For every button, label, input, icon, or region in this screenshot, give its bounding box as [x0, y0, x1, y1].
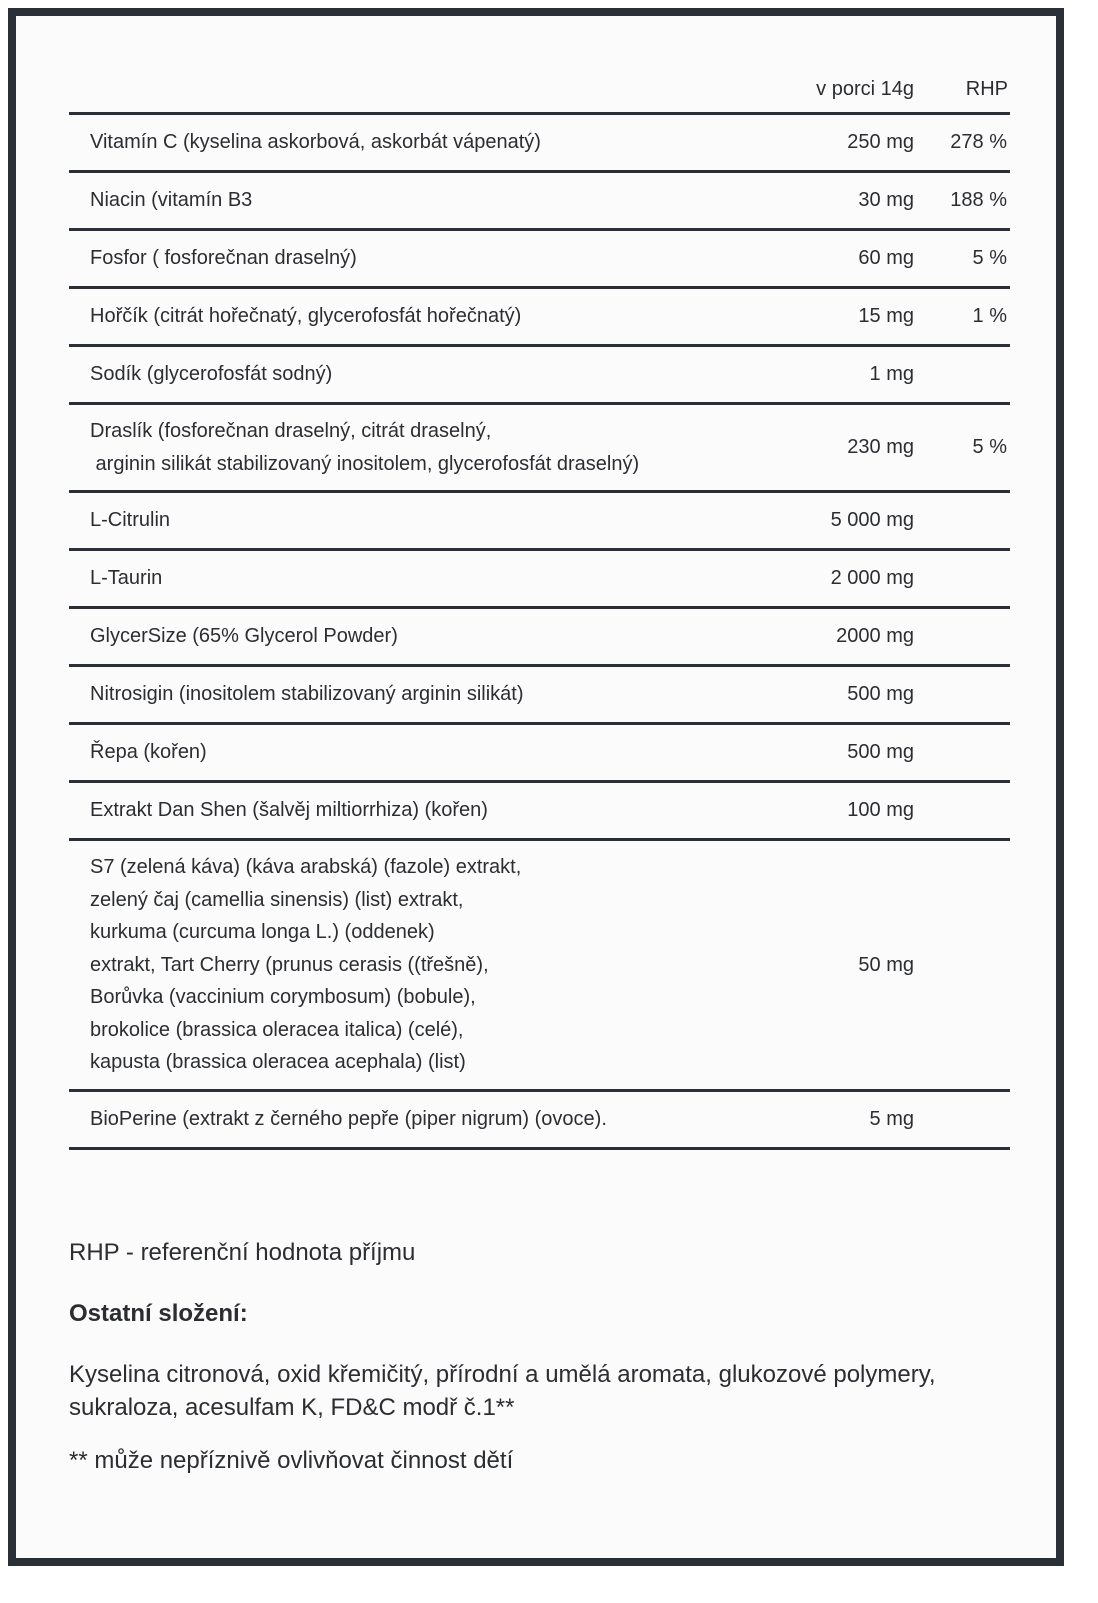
ingredient-name	[69, 492, 784, 550]
warning-note: ** může nepříznivě ovlivňovat činnost dětí	[69, 1446, 514, 1474]
other-ingredients-text	[69, 1358, 1010, 1424]
ingredient-amount: 100 mg	[784, 782, 914, 840]
ingredient-amount: 230 mg	[784, 404, 914, 492]
table-row	[69, 724, 1010, 782]
ingredient-name	[69, 840, 784, 1091]
rhp-note: RHP - referenční hodnota příjmu	[69, 1238, 416, 1266]
ingredient-rhp: 1 %	[914, 288, 1010, 346]
ingredient-name	[69, 608, 784, 666]
ingredient-name-line: Draslík (fosforečnan draselný, citrát draselný,	[90, 420, 492, 442]
ingredient-amount: 5 000 mg	[784, 492, 914, 550]
ingredient-rhp: 5 %	[914, 404, 1010, 492]
ingredient-amount: 60 mg	[784, 230, 914, 288]
table-row	[69, 114, 1010, 172]
ingredient-rhp: 5 %	[914, 230, 1010, 288]
ingredient-amount: 1 mg	[784, 346, 914, 404]
ingredient-name-line: Vitamín C (kyselina askorbová, askorbát vápenatý)	[90, 131, 541, 154]
ingredient-name-line: L-Citrulin	[90, 509, 171, 532]
ingredient-rhp	[914, 492, 1010, 550]
ingredient-rhp: 188 %	[914, 172, 1010, 230]
table-row	[69, 1090, 1010, 1148]
header-rhp: RHP	[914, 66, 1010, 114]
ingredient-name-line: S7 (zelená káva) (káva arabská) (fazole) extrakt,	[90, 856, 522, 878]
table-row	[69, 666, 1010, 724]
ingredient-amount: 250 mg	[784, 114, 914, 172]
table-header-row	[69, 66, 1010, 114]
table-row	[69, 782, 1010, 840]
ingredient-name-line: brokolice (brassica oleracea italica) (celé),	[90, 1018, 464, 1041]
ingredient-amount: 50 mg	[784, 840, 914, 1091]
other-ingredients-title: Ostatní složení:	[69, 1299, 248, 1327]
ingredient-rhp	[914, 1090, 1010, 1148]
ingredient-name	[69, 1090, 784, 1148]
ingredient-name	[69, 114, 784, 172]
ingredient-name	[69, 724, 784, 782]
ingredient-name-line: Sodík (glycerofosfát sodný)	[90, 363, 333, 386]
ingredient-rhp	[914, 724, 1010, 782]
ingredient-name-line: L-Taurin	[90, 567, 163, 590]
table-row	[69, 840, 1010, 1091]
notes-section	[69, 1236, 1010, 1477]
table-row	[69, 404, 1010, 492]
ingredient-name-line: Borůvka (vaccinium corymbosum) (bobule),	[90, 986, 476, 1008]
ingredient-name	[69, 550, 784, 608]
ingredient-name-line: Hořčík (citrát hořečnatý, glycerofosfát hořečnatý)	[90, 305, 522, 328]
ingredient-rhp	[914, 840, 1010, 1091]
header-amount: v porci 14g	[784, 66, 914, 114]
ingredient-name	[69, 404, 784, 492]
ingredient-amount: 15 mg	[784, 288, 914, 346]
table-row	[69, 492, 1010, 550]
ingredient-name-line: Niacin (vitamín B3	[90, 189, 253, 212]
nutrition-table	[69, 66, 1010, 1150]
header-name	[69, 66, 784, 114]
other-ingredients-line: Kyselina citronová, oxid křemičitý, přírodní a umělá aromata, glukozové polymery,	[69, 1360, 936, 1388]
ingredient-rhp	[914, 666, 1010, 724]
ingredient-amount: 2 000 mg	[784, 550, 914, 608]
ingredient-name-line: kapusta (brassica oleracea acephala) (list)	[90, 1051, 466, 1073]
table-row	[69, 608, 1010, 666]
ingredient-name-line: BioPerine (extrakt z černého pepře (piper nigrum) (ovoce).	[90, 1107, 607, 1130]
table-row	[69, 230, 1010, 288]
ingredient-name	[69, 666, 784, 724]
table-body	[69, 114, 1010, 1149]
ingredient-rhp: 278 %	[914, 114, 1010, 172]
ingredient-amount: 2000 mg	[784, 608, 914, 666]
ingredient-name-line: Nitrosigin (inositolem stabilizovaný arginin silikát)	[90, 683, 524, 706]
ingredient-name	[69, 346, 784, 404]
ingredient-rhp	[914, 346, 1010, 404]
ingredient-name-line: extrakt, Tart Cherry (prunus cerasis ((třešně),	[90, 953, 489, 976]
document-frame	[8, 8, 1064, 1566]
table-row	[69, 288, 1010, 346]
ingredient-name-line: kurkuma (curcuma longa L.) (oddenek)	[90, 921, 435, 943]
table-row	[69, 550, 1010, 608]
ingredient-name	[69, 172, 784, 230]
ingredient-name-line: Fosfor ( fosforečnan draselný)	[90, 247, 357, 270]
table-row	[69, 172, 1010, 230]
ingredient-amount: 500 mg	[784, 666, 914, 724]
document-content	[69, 16, 1010, 1477]
ingredient-name-line: Řepa (kořen)	[90, 741, 207, 764]
ingredient-name-line: zelený čaj (camellia sinensis) (list) extrakt,	[90, 888, 464, 911]
ingredient-rhp	[914, 782, 1010, 840]
ingredient-amount: 5 mg	[784, 1090, 914, 1148]
ingredient-rhp	[914, 550, 1010, 608]
other-ingredients-line: sukraloza, acesulfam K, FD&C modř č.1**	[69, 1393, 515, 1421]
table-row	[69, 346, 1010, 404]
ingredient-name-line: arginin silikát stabilizovaný inositolem, glycerofosfát draselný)	[90, 452, 640, 475]
ingredient-amount: 500 mg	[784, 724, 914, 782]
ingredient-rhp	[914, 608, 1010, 666]
ingredient-name	[69, 288, 784, 346]
ingredient-name	[69, 782, 784, 840]
ingredient-name-line: GlycerSize (65% Glycerol Powder)	[90, 625, 398, 648]
ingredient-name-line: Extrakt Dan Shen (šalvěj miltiorrhiza) (kořen)	[90, 799, 488, 822]
ingredient-amount: 30 mg	[784, 172, 914, 230]
ingredient-name	[69, 230, 784, 288]
